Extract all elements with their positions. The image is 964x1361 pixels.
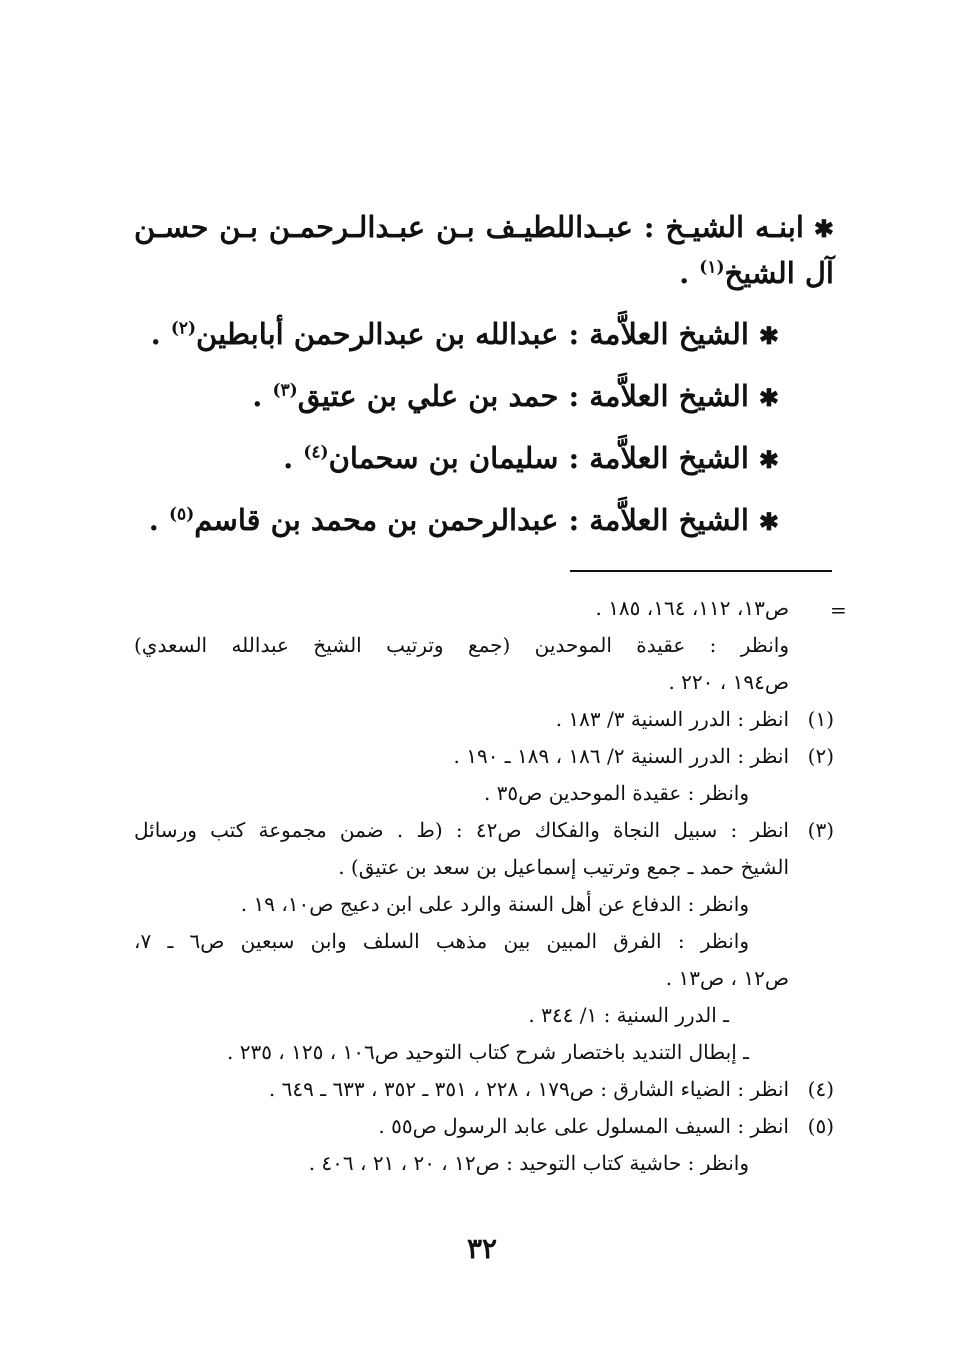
scholar-item [134, 499, 779, 543]
footnote-ref: (٥) [169, 504, 195, 525]
footnote-line: وانظر : حاشية كتاب التوحيد : ص١٢ ، ٢٠ ، ٢١ ، ٤٠٦ . [308, 1151, 749, 1175]
footnote-line: انظر : سبيل النجاة والفكاك ص٤٢ : (ط . ضمن مجموعة كتب ورسائل [134, 818, 789, 842]
footnote-5 [134, 1108, 834, 1182]
footnote-ref: (١) [699, 257, 725, 278]
scholars-list [134, 205, 834, 543]
footnote-line: ـ إبطال التنديد باختصار شرح كتاب التوحيد ص١٠٦ ، ١٢٥ ، ٢٣٥ . [227, 1040, 749, 1064]
footnote-number: (٢) [807, 744, 834, 768]
footnote-line: وانظر : الدفاع عن أهل السنة والرد على ابن دعيج ص١٠، ١٩ . [240, 892, 749, 916]
asterisk-icon: ✱ [758, 321, 779, 350]
footnotes [134, 590, 834, 1182]
scholar-text: الشيخ العلاَّمة : حمد بن علي بن عتيق [297, 379, 749, 413]
footnote-line: وانظر : عقيدة الموحدين ص٣٥ . [483, 781, 749, 805]
footnote-body [134, 1071, 789, 1108]
footnote-line: ـ الدرر السنية : ١/ ٣٤٤ . [528, 1003, 729, 1027]
footnote-number: (٥) [807, 1114, 834, 1138]
asterisk-icon: ✱ [758, 507, 779, 536]
footnote-3 [134, 812, 834, 1071]
scholar-text: الشيخ العلاَّمة : عبدالرحمن بن محمد بن قاسم [194, 503, 749, 537]
footnote-line: ص١٣، ١١٢، ١٦٤، ١٨٥ . [595, 596, 789, 620]
footnote-2 [134, 738, 834, 812]
footnote-1 [134, 701, 834, 738]
footnote-line: ص١٩٤ ، ٢٢٠ . [668, 670, 789, 694]
footnote-body [134, 1108, 789, 1182]
footnote-ref: (٢) [170, 318, 197, 339]
continuation-mark: = [830, 598, 847, 622]
scholar-text: الشيخ العلاَّمة : عبدالله بن عبدالرحمن أبابطين [196, 317, 749, 351]
footnote-continuation [134, 590, 834, 701]
page-number: ٣٢ [466, 1232, 498, 1265]
scholar-item [134, 375, 779, 419]
footnote-line: انظر : الضياء الشارق : ص١٧٩ ، ٢٢٨ ، ٣٥١ ـ ٣٥٢ ، ٦٣٣ ـ ٦٤٩ . [268, 1077, 789, 1101]
footnote-line: وانظر : الفرق المبين بين مذهب السلف وابن سبعين ص٦ ـ ٧، [134, 929, 749, 953]
asterisk-icon: ✱ [758, 383, 779, 412]
scholar-text: ابنـه الشيـخ : عبـداللطيـف بـن عبـدالـرحمـن بـن حسـن آل الشيخ [134, 210, 834, 290]
punctuation: . [148, 503, 169, 537]
footnote-ref: (٤) [303, 442, 329, 463]
footnote-body [134, 590, 789, 701]
scholar-item [134, 437, 779, 481]
scholar-item [134, 205, 834, 295]
footnote-body [134, 701, 789, 738]
scholar-item [134, 313, 779, 357]
footnote-line: انظر : الدرر السنية ٣/ ١٨٣ . [555, 707, 789, 731]
footnote-body [134, 812, 789, 1071]
footnote-line: الشيخ حمد ـ جمع وترتيب إسماعيل بن سعد بن عتيق) . [338, 855, 789, 879]
punctuation: . [150, 317, 171, 351]
footnote-line: انظر : الدرر السنية ٢/ ١٨٦ ، ١٨٩ ـ ١٩٠ . [453, 744, 789, 768]
footnote-number: (٤) [807, 1077, 834, 1101]
asterisk-icon: ✱ [758, 445, 779, 474]
punctuation: . [252, 379, 273, 413]
punctuation: . [679, 256, 700, 290]
footnote-number: (٣) [807, 818, 834, 842]
footnote-number: (١) [807, 707, 834, 731]
punctuation: . [283, 441, 304, 475]
footnote-line: وانظر : عقيدة الموحدين (جمع وترتيب الشيخ عبدالله السعدي) [134, 633, 789, 657]
footnote-line: انظر : السيف المسلول على عابد الرسول ص٥٥ . [378, 1114, 789, 1138]
scholar-text: الشيخ العلاَّمة : سليمان بن سحمان [328, 441, 749, 475]
footnote-body [134, 738, 789, 812]
asterisk-icon: ✱ [813, 214, 834, 243]
footnote-4 [134, 1071, 834, 1108]
footnote-separator [570, 570, 832, 572]
footnote-line: ص١٢ ، ص١٣ . [665, 966, 789, 990]
footnote-ref: (٣) [272, 380, 298, 401]
